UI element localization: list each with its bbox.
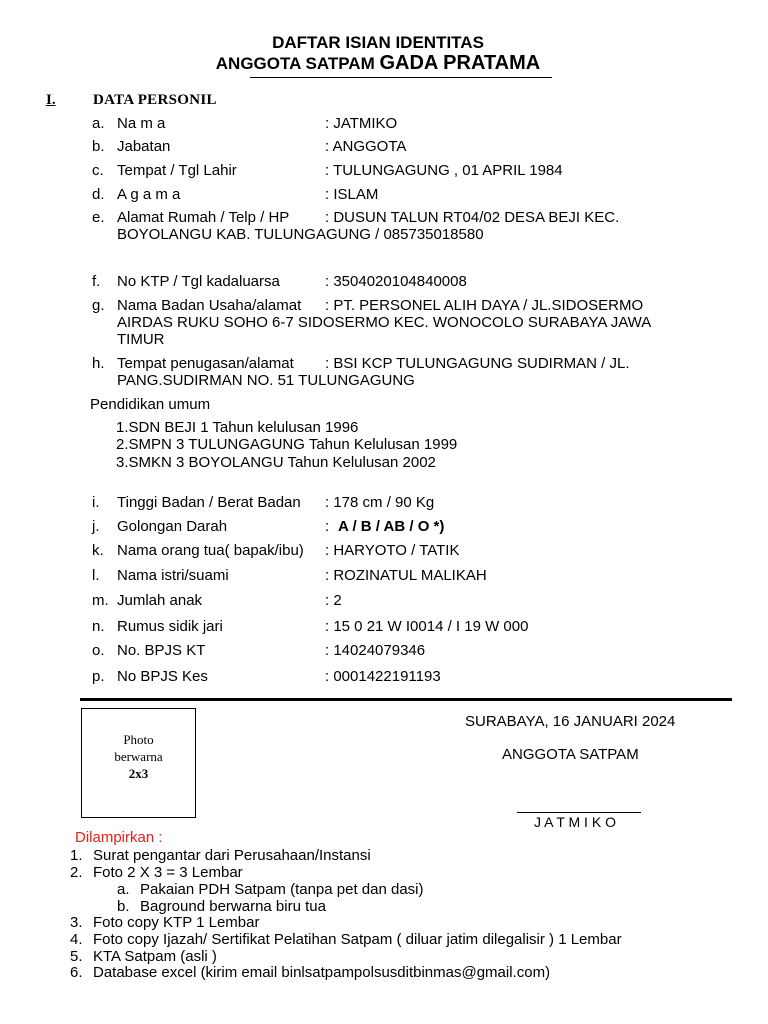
field-value-penugasan: : BSI KCP TULUNGAGUNG SUDIRMAN / JL. [325, 355, 630, 372]
field-letter: o. [92, 642, 105, 659]
field-value-badan-usaha-cont: AIRDAS RUKU SOHO 6-7 SIDOSERMO KEC. WONOCOLO SURABAYA JAWA [117, 314, 652, 331]
field-letter: m. [92, 592, 109, 609]
signature-place-date: SURABAYA, 16 JANUARI 2024 [465, 713, 676, 730]
signature-name: J A T M I K O [534, 814, 616, 830]
attachment-item: Surat pengantar dari Perusahaan/Instansi [93, 847, 371, 864]
field-label-bpjs-kt: No. BPJS KT [117, 642, 206, 659]
section-title: DATA PERSONIL [93, 92, 217, 108]
field-label-badan-usaha: Nama Badan Usaha/alamat [117, 297, 302, 314]
field-letter: j. [92, 518, 100, 535]
field-value-jabatan: : ANGGOTA [325, 138, 407, 155]
field-letter: b. [92, 138, 105, 155]
field-letter: a. [92, 115, 105, 132]
photo-placeholder [81, 708, 196, 818]
field-letter: g. [92, 297, 105, 314]
section-divider [80, 698, 732, 701]
field-letter: k. [92, 542, 104, 559]
section-number: I. [46, 92, 56, 108]
field-letter: n. [92, 618, 105, 635]
field-letter: l. [92, 567, 100, 584]
attachment-num: 5. [70, 948, 83, 965]
field-value-bpjs-kt: : 14024079346 [325, 642, 426, 659]
field-label-bpjs-kes: No BPJS Kes [117, 668, 208, 685]
attachment-sub-item: Pakaian PDH Satpam (tanpa pet dan dasi) [140, 881, 424, 898]
attachment-num: 1. [70, 847, 83, 864]
photo-label-line2: berwarna [114, 749, 163, 764]
subtitle-prefix: ANGGOTA SATPAM [215, 54, 380, 73]
attachment-item: Database excel (kirim email binlsatpampolsusditbinmas@gmail.com) [93, 964, 551, 981]
field-value-golongan-darah: A / B / AB / O *) [338, 518, 445, 535]
field-value-badan-usaha-cont: TIMUR [117, 331, 165, 348]
attachment-num: 2. [70, 864, 83, 881]
field-value-jumlah-anak: : 2 [325, 592, 342, 609]
field-letter: d. [92, 186, 105, 203]
field-label-agama: A g a m a [117, 186, 181, 203]
field-label-ktp: No KTP / Tgl kadaluarsa [117, 273, 280, 290]
attachment-sub-num: a. [117, 881, 130, 898]
attachment-num: 3. [70, 914, 83, 931]
attachment-sub-item: Baground berwarna biru tua [140, 898, 326, 915]
title-underline [250, 77, 552, 78]
field-value-orang-tua: : HARYOTO / TATIK [325, 542, 460, 559]
field-value-ktp: : 3504020104840008 [325, 273, 467, 290]
education-heading: Pendidikan umum [90, 396, 211, 413]
field-label-orang-tua: Nama orang tua( bapak/ibu) [117, 542, 304, 559]
education-item: 2.SMPN 3 TULUNGAGUNG Tahun Kelulusan 1999 [116, 436, 458, 453]
field-label-nama: Na m a [117, 115, 166, 132]
field-value-alamat: : DUSUN TALUN RT04/02 DESA BEJI KEC. [325, 209, 620, 226]
field-colon: : [325, 518, 330, 535]
attachment-item: KTA Satpam (asli ) [93, 948, 217, 965]
field-letter: i. [92, 494, 100, 511]
field-letter: h. [92, 355, 105, 372]
field-letter: p. [92, 668, 105, 685]
field-value-agama: : ISLAM [325, 186, 379, 203]
field-value-penugasan-cont: PANG.SUDIRMAN NO. 51 TULUNGAGUNG [117, 372, 415, 389]
field-value-istri-suami: : ROZINATUL MALIKAH [325, 567, 487, 584]
field-value-badan-usaha: : PT. PERSONEL ALIH DAYA / JL.SIDOSERMO [325, 297, 644, 314]
field-label-istri-suami: Nama istri/suami [117, 567, 229, 584]
photo-label-size: 2x3 [128, 766, 149, 781]
field-label-tinggi-berat: Tinggi Badan / Berat Badan [117, 494, 301, 511]
attachment-num: 4. [70, 931, 83, 948]
field-letter: e. [92, 209, 105, 226]
document-title: DAFTAR ISIAN IDENTITAS [272, 33, 484, 52]
signature-role: ANGGOTA SATPAM [502, 746, 639, 763]
document-subtitle [0, 52, 756, 75]
field-value-alamat-cont: BOYOLANGU KAB. TULUNGAGUNG / 085735018580 [117, 226, 484, 243]
field-value-nama: : JATMIKO [325, 115, 398, 132]
field-value-sidik-jari: : 15 0 21 W I0014 / I 19 W 000 [325, 618, 529, 635]
photo-label-line1: Photo [123, 732, 154, 747]
attachment-item: Foto copy KTP 1 Lembar [93, 914, 260, 931]
field-label-golongan-darah: Golongan Darah [117, 518, 228, 535]
field-value-bpjs-kes: : 0001422191193 [325, 668, 441, 685]
field-label-penugasan: Tempat penugasan/alamat [117, 355, 294, 372]
field-label-jumlah-anak: Jumlah anak [117, 592, 203, 609]
field-label-sidik-jari: Rumus sidik jari [117, 618, 223, 635]
education-item: 1.SDN BEJI 1 Tahun kelulusan 1996 [116, 419, 359, 436]
signature-line [517, 812, 641, 813]
field-value-ttl: : TULUNGAGUNG , 01 APRIL 1984 [325, 162, 563, 179]
attachment-item: Foto copy Ijazah/ Sertifikat Pelatihan Satpam ( diluar jatim dilegalisir ) 1 Lembar [93, 931, 622, 948]
field-label-ttl: Tempat / Tgl Lahir [117, 162, 237, 179]
field-label-alamat: Alamat Rumah / Telp / HP [117, 209, 290, 226]
attachments-heading: Dilampirkan : [75, 829, 163, 846]
field-letter: c. [92, 162, 104, 179]
education-item: 3.SMKN 3 BOYOLANGU Tahun Kelulusan 2002 [116, 454, 436, 471]
attachment-num: 6. [70, 964, 83, 981]
field-label-jabatan: Jabatan [117, 138, 171, 155]
field-value-tinggi-berat: : 178 cm / 90 Kg [325, 494, 435, 511]
attachment-item: Foto 2 X 3 = 3 Lembar [93, 864, 243, 881]
field-letter: f. [92, 273, 101, 290]
company-name: GADA PRATAMA [379, 52, 541, 74]
attachment-sub-num: b. [117, 898, 130, 915]
